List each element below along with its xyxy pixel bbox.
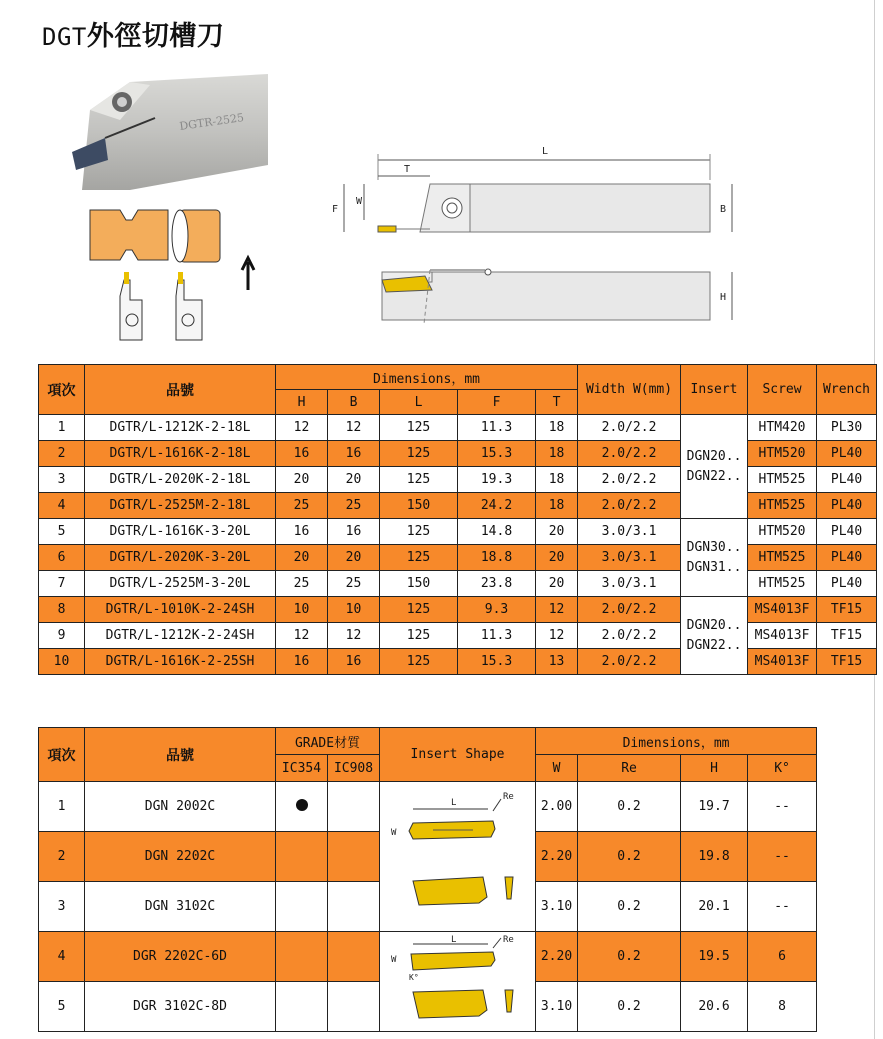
table-row: 4 DGR 2202C-6D L Re W K° 2.20 0.2 19.5 6: [39, 932, 817, 982]
table-row: 9 DGTR/L-1212K-2-24SH 12 12 125 11.3 12 2.0/2.2 MS4013F TF15: [39, 623, 877, 649]
grade-available-dot: [276, 782, 328, 832]
svg-text:L: L: [450, 797, 456, 808]
col-wrench: Wrench: [817, 365, 877, 415]
table-row: 6 DGTR/L-2020K-3-20L 20 20 125 18.8 20 3.0/3.1 HTM525 PL40: [39, 545, 877, 571]
table-row: 5 DGR 3102C-8D 3.10 0.2 20.6 8: [39, 982, 817, 1032]
page-title: DGT外徑切槽刀: [42, 21, 225, 52]
svg-text:L: L: [450, 934, 456, 945]
svg-text:DGTR-2525: DGTR-2525: [178, 111, 245, 133]
col-t: T: [536, 390, 578, 415]
col-f: F: [458, 390, 536, 415]
table-row: 5 DGTR/L-1616K-3-20L 16 16 125 14.8 20 3.0/3.1 DGN30.. DGN31.. HTM520 PL40: [39, 519, 877, 545]
col-h: H: [681, 755, 748, 782]
insert-group: DGN20.. DGN22..: [681, 597, 748, 675]
insert-shape-dgr-drawing: [383, 934, 533, 1026]
insert-group: DGN30.. DGN31..: [681, 519, 748, 597]
table-row: 2 DGTR/L-1616K-2-18L 16 16 125 15.3 18 2.0/2.2 HTM520 PL40: [39, 441, 877, 467]
col-h: H: [276, 390, 328, 415]
col-screw: Screw: [748, 365, 817, 415]
svg-text:Re: Re: [502, 934, 514, 945]
col-width: Width W(mm): [578, 365, 681, 415]
col-grade: GRADE材質: [276, 728, 380, 755]
table-row: 3 DGTR/L-2020K-2-18L 20 20 125 19.3 18 2.0/2.2 HTM525 PL40: [39, 467, 877, 493]
table-row: 1 DGN 2002C L Re W 2.00 0.2 19.7 --: [39, 782, 817, 832]
svg-text:H: H: [720, 292, 727, 303]
col-part: 品號: [85, 365, 276, 415]
grooving-illustration: [80, 200, 270, 350]
col-dimensions: Dimensions，mm: [536, 728, 817, 755]
col-w: W: [536, 755, 578, 782]
insert-shape-dgr: [380, 932, 536, 1032]
svg-text:F: F: [332, 204, 339, 215]
col-l: L: [380, 390, 458, 415]
table-row: 7 DGTR/L-2525M-3-20L 25 25 150 23.8 20 3.0/3.1 HTM525 PL40: [39, 571, 877, 597]
insert-shape-dgn-drawing: [383, 785, 533, 925]
svg-text:W: W: [390, 954, 396, 965]
col-ic354: IC354: [276, 755, 328, 782]
tool-holder-photo: [60, 70, 280, 195]
col-item: 項次: [39, 365, 85, 415]
insert-table: [38, 727, 817, 1032]
insert-shape-dgn: [380, 782, 536, 932]
col-part: 品號: [85, 728, 276, 782]
technical-drawing: [320, 140, 750, 330]
col-dimensions: Dimensions，mm: [276, 365, 578, 390]
table-row: 2 DGN 2202C 2.20 0.2 19.8 --: [39, 832, 817, 882]
col-insert-shape: Insert Shape: [380, 728, 536, 782]
col-re: Re: [578, 755, 681, 782]
svg-text:W: W: [390, 827, 396, 838]
svg-text:T: T: [404, 164, 411, 175]
table-row: 8 DGTR/L-1010K-2-24SH 10 10 125 9.3 12 2.0/2.2 DGN20.. DGN22.. MS4013F TF15: [39, 597, 877, 623]
insert-group: DGN20.. DGN22..: [681, 415, 748, 519]
table-row: 10 DGTR/L-1616K-2-25SH 16 16 125 15.3 13 2.0/2.2 MS4013F TF15: [39, 649, 877, 675]
col-k: K°: [748, 755, 817, 782]
table-row: 1 DGTR/L-1212K-2-18L 12 12 125 11.3 18 2.0/2.2 DGN20.. DGN22.. HTM420 PL30: [39, 415, 877, 441]
table-row: 4 DGTR/L-2525M-2-18L 25 25 150 24.2 18 2.0/2.2 HTM525 PL40: [39, 493, 877, 519]
svg-text:B: B: [720, 204, 727, 215]
svg-text:W: W: [356, 196, 363, 207]
col-b: B: [328, 390, 380, 415]
svg-text:L: L: [542, 146, 549, 157]
table-row: 3 DGN 3102C 3.10 0.2 20.1 --: [39, 882, 817, 932]
svg-text:Re: Re: [502, 791, 514, 802]
col-ic908: IC908: [328, 755, 380, 782]
svg-text:K°: K°: [408, 972, 419, 982]
col-item: 項次: [39, 728, 85, 782]
tool-holder-table: [38, 364, 877, 675]
col-insert: Insert: [681, 365, 748, 415]
